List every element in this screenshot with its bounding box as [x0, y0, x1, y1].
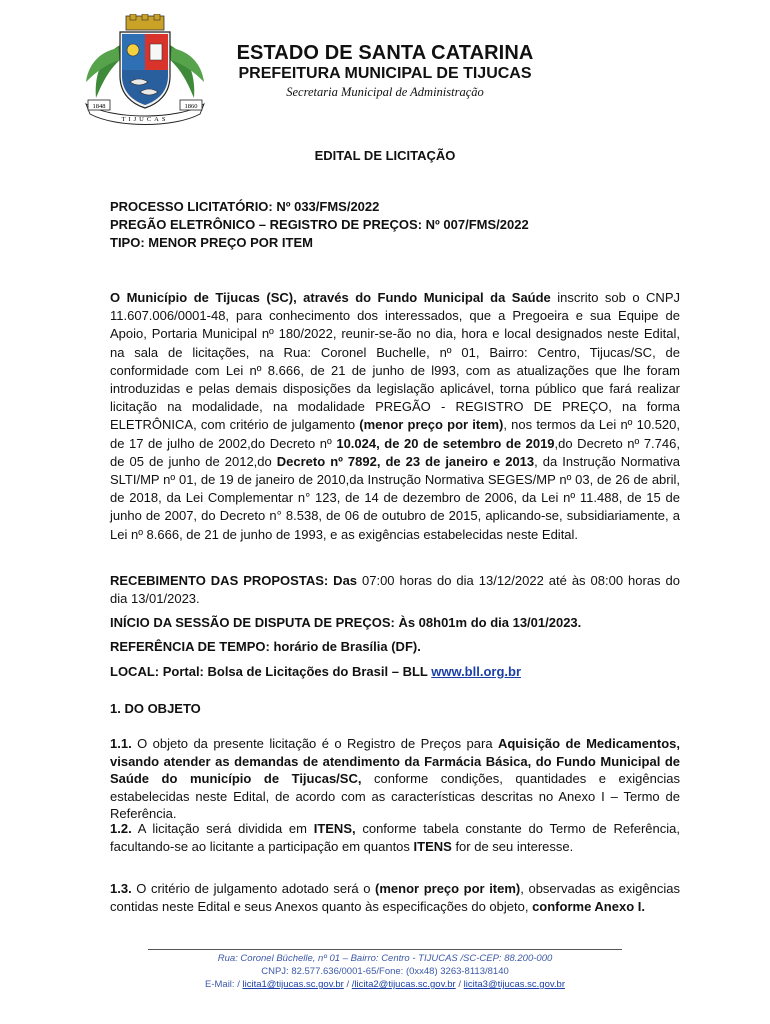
header-prefeitura: PREFEITURA MUNICIPAL DE TIJUCAS	[238, 65, 532, 82]
recebimento-text: 07:00 horas do dia 13/12/2022 até às 08:00 horas do dia 13/01/2023.	[110, 573, 680, 606]
paragraph-1-2	[110, 820, 680, 856]
crest-ribbon-text: TIJUCAS	[121, 116, 169, 123]
intro-bold-3: 10.024, de 20 de setembro de 2019	[336, 435, 555, 451]
intro-bold-4: Decreto nº 7892, de 23 de janeiro e 2013	[276, 453, 535, 469]
pregao-number: PREGÃO ELETRÔNICO – REGISTRO DE PREÇOS: Nº 007/FMS/2022	[110, 217, 529, 232]
p12-text-3: for de seu interesse.	[451, 839, 574, 854]
header-state: ESTADO DE SANTA CATARINA	[236, 42, 534, 64]
footer-sep-2: /	[455, 979, 464, 990]
crest-year-left: 1848	[92, 103, 106, 110]
recebimento-paragraph	[110, 572, 680, 608]
intro-text-3: ,do Decreto nº 7.746, de 05 de junho de 2012,do	[110, 435, 680, 469]
p11-number: 1.1.	[110, 736, 132, 751]
process-info	[110, 198, 680, 252]
intro-bold-1: O Município de Tijucas (SC), através do Fundo Municipal da Saúde	[110, 290, 551, 305]
recebimento-label: RECEBIMENTO DAS PROPOSTAS: Das	[110, 573, 358, 588]
process-number: PROCESSO LICITATÓRIO: Nº 033/FMS/2022	[110, 199, 380, 214]
intro-text-4: , da Instrução Normativa SLTI/MP nº 01, de 19 de janeiro de 2010,da Instrução Normativa SEGES/MP nº 03, de 26 de abril, de 2018, da Lei Complementar n° 123, de 14 de dezembro de 2006, da Lei nº 11.488, de 15 de junho de 2007, do Decreto n° 8.538, de 06 de outubro de 2015, aplicando-se, subsidiariamente, a Lei nº 8.666, de 21 de junho de 1993, e as exigências estabelecidas neste Edital.	[110, 453, 680, 542]
footer-address: Rua: Coronel Büchelle, nº 01 – Bairro: Centro - TIJUCAS /SC-CEP: 88.200-000	[217, 953, 553, 964]
p11-bold-1: Aquisição de Medicamentos, visando atender as demandas de atendimento da Farmácia Básica, do Fundo Municipal de Saúde do município de Tijucas/SC,	[110, 736, 680, 786]
footer-email-label: E-Mail: /	[205, 979, 240, 990]
p13-text-1: O critério de julgamento adotado será o	[131, 881, 376, 896]
intro-bold-2: (menor preço por item)	[359, 417, 504, 433]
document-title: EDITAL DE LICITAÇÃO	[314, 148, 456, 163]
email-link-1[interactable]: licita1@tijucas.sc.gov.br	[242, 979, 344, 990]
p13-number: 1.3.	[110, 881, 132, 896]
referencia-tempo: REFERÊNCIA DE TEMPO: horário de Brasília (DF).	[110, 639, 421, 654]
email-link-2[interactable]: /licita2@tijucas.sc.gov.br	[351, 979, 456, 990]
email-link-3[interactable]: licita3@tijucas.sc.gov.br	[463, 979, 565, 990]
footer-divider	[148, 949, 622, 950]
local-line	[110, 663, 680, 681]
crest-year-right: 1860	[184, 103, 198, 110]
inicio-sessao: INÍCIO DA SESSÃO DE DISPUTA DE PREÇOS: Às 08h01m do dia 13/01/2023.	[110, 615, 582, 630]
footer-emails	[0, 979, 770, 990]
local-label: LOCAL: Portal: Bolsa de Licitações do Brasil – BLL	[110, 664, 432, 679]
paragraph-1-1	[110, 735, 680, 823]
p11-text-1: O objeto da presente licitação é o Registro de Preços para	[131, 736, 498, 751]
footer-sep-1: /	[343, 979, 352, 990]
p13-text-2: , observadas as exigências contidas neste Edital e seus Anexos quanto às especificações do objeto,	[110, 881, 680, 914]
p13-bold-1: (menor preço por item)	[375, 881, 521, 896]
intro-text-1: inscrito sob o CNPJ 11.607.006/0001-48, para conhecimento dos interessados, que a Pregoeira e sua Equipe de Apoio, Portaria Municipal nº 180/2022, reunir-se-ão no dia, hora e local designados neste Edital, na sala de licitações, na Rua: Coronel Buchelle, nº 01, Bairro: Centro, Tijucas/SC, de conformidade com Lei nº 8.666, de 21 de junho de l993, com as atualizações que lhe foram introduzidas e pelas demais disposições da legislação aplicável, torna público que fará realizar licitação na modalidade, na modalidade PREGÃO - REGISTRO DE PREÇO, na forma ELETRÔNICA, com critério de julgamento	[110, 290, 680, 433]
coat-of-arms-icon	[82, 14, 208, 128]
intro-paragraph	[110, 289, 680, 544]
p12-text-1: A licitação será dividida em	[131, 821, 314, 836]
p12-text-2: conforme tabela constante do Termo de Referência, facultando-se ao licitante a participação em quantos	[110, 821, 680, 854]
p11-text-2: conforme condições, quantidades e exigências estabelecidas neste Edital, de acordo com as características descritas no Anexo I – Termo de Referência.	[110, 771, 680, 821]
tipo: TIPO: MENOR PREÇO POR ITEM	[110, 235, 313, 250]
paragraph-1-3	[110, 880, 680, 916]
p12-bold-2: ITENS	[413, 839, 452, 854]
section-1-heading: 1. DO OBJETO	[110, 701, 201, 716]
p12-number: 1.2.	[110, 821, 132, 836]
p12-bold-1: ITENS,	[313, 821, 356, 836]
header-secretaria: Secretaria Municipal de Administração	[286, 85, 484, 99]
bll-link[interactable]: www.bll.org.br	[431, 664, 522, 679]
footer-cnpj: CNPJ: 82.577.636/0001-65/Fone: (0xx48) 3263-8113/8140	[261, 966, 509, 977]
p13-bold-2: conforme Anexo I.	[532, 899, 645, 914]
intro-text-2: , nos termos da Lei nº 10.520, de 17 de julho de 2002,do Decreto nº	[110, 417, 681, 451]
